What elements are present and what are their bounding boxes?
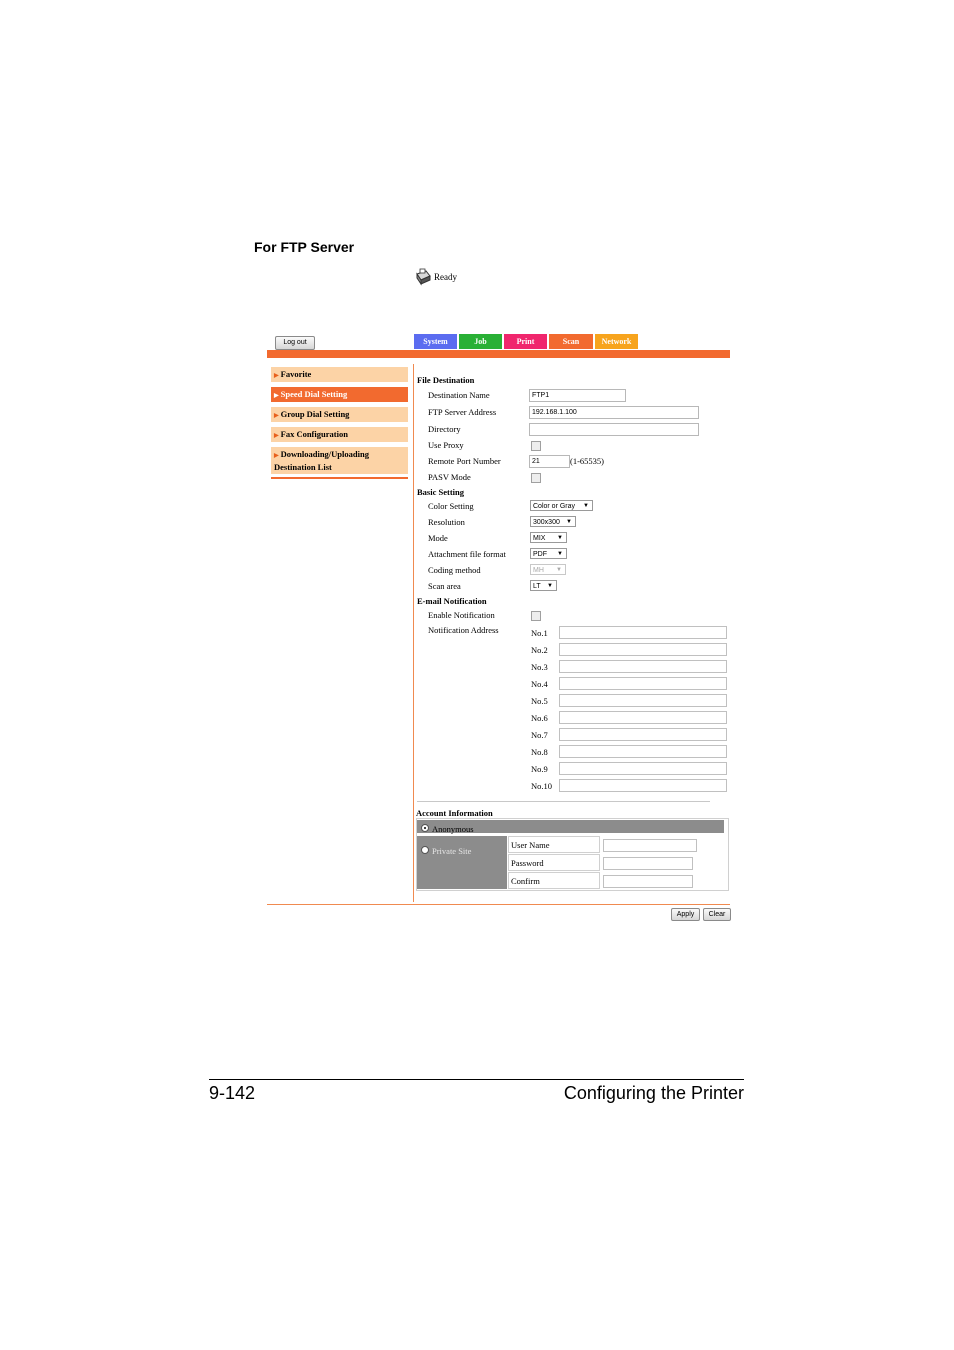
- notification-no-label: No.5: [531, 696, 548, 706]
- logout-button[interactable]: Log out: [275, 336, 315, 350]
- section-divider: [417, 801, 710, 802]
- notification-address-input-3[interactable]: [559, 660, 727, 673]
- scan-area-label: Scan area: [428, 581, 461, 591]
- enable-notification-label: Enable Notification: [428, 610, 495, 620]
- notification-no-label: No.1: [531, 628, 548, 638]
- user-name-input[interactable]: [603, 839, 697, 852]
- notification-address-input-10[interactable]: [559, 779, 727, 792]
- arrow-right-icon: ▶: [274, 413, 279, 419]
- sidebar-bottom-rule: [271, 477, 408, 479]
- notification-no-label: No.3: [531, 662, 548, 672]
- coding-method-select[interactable]: [530, 564, 566, 575]
- ftp-server-address-input[interactable]: 192.168.1.100: [529, 406, 699, 419]
- ftp-server-address-label: FTP Server Address: [428, 407, 497, 417]
- chevron-down-icon: ▼: [557, 551, 563, 557]
- notification-no-label: No.10: [531, 781, 553, 791]
- mode-select[interactable]: [530, 532, 567, 543]
- use-proxy-label: Use Proxy: [428, 440, 464, 450]
- pasv-mode-label: PASV Mode: [428, 472, 471, 482]
- port-range-hint: (1-65535): [570, 456, 604, 466]
- attachment-format-select[interactable]: [530, 548, 567, 559]
- sidebar-item-fax-configuration[interactable]: [271, 427, 408, 442]
- email-notification-heading: E-mail Notification: [417, 596, 487, 606]
- notification-address-input-8[interactable]: [559, 745, 727, 758]
- chevron-down-icon: ▼: [557, 535, 563, 541]
- sidebar-item-label: Fax Configuration: [280, 429, 348, 439]
- chapter-title: Configuring the Printer: [563, 1083, 744, 1103]
- color-setting-select[interactable]: [530, 500, 593, 511]
- scan-area-select[interactable]: [530, 580, 557, 591]
- resolution-label: Resolution: [428, 517, 465, 527]
- printer-status: [414, 268, 457, 286]
- attachment-format-value: PDF: [533, 551, 547, 558]
- sidebar-item-downloading-uploading[interactable]: [271, 447, 408, 474]
- color-setting-label: Color Setting: [428, 501, 474, 511]
- notification-address-label: Notification Address: [428, 625, 499, 635]
- resolution-select[interactable]: [530, 516, 576, 527]
- pasv-mode-checkbox[interactable]: [531, 473, 541, 483]
- notification-address-input-2[interactable]: [559, 643, 727, 656]
- remote-port-input[interactable]: 21: [529, 455, 570, 468]
- use-proxy-checkbox[interactable]: [531, 441, 541, 451]
- sidebar-item-group-dial[interactable]: [271, 407, 408, 422]
- sidebar-item-label: Downloading/Uploading: [280, 449, 369, 459]
- printer-icon: [414, 268, 432, 286]
- tab-print[interactable]: Print: [504, 334, 547, 349]
- chevron-down-icon: ▼: [583, 503, 589, 509]
- header-bar: [267, 350, 730, 358]
- directory-input[interactable]: [529, 423, 699, 436]
- notification-address-input-1[interactable]: [559, 626, 727, 639]
- status-text: Ready: [434, 272, 457, 282]
- file-destination-heading: File Destination: [417, 375, 475, 385]
- sidebar-item-label: Speed Dial Setting: [280, 389, 348, 399]
- account-information-heading: Account Information: [416, 808, 493, 818]
- notification-no-label: No.2: [531, 645, 548, 655]
- tab-job[interactable]: Job: [459, 334, 502, 349]
- mode-value: MIX: [533, 535, 546, 542]
- sidebar-item-speed-dial[interactable]: [271, 387, 408, 402]
- coding-method-value: MH: [533, 567, 544, 574]
- chevron-down-icon: ▼: [556, 567, 562, 573]
- basic-setting-heading: Basic Setting: [417, 487, 464, 497]
- destination-name-label: Destination Name: [428, 390, 490, 400]
- notification-no-label: No.8: [531, 747, 548, 757]
- remote-port-label: Remote Port Number: [428, 456, 501, 466]
- arrow-right-icon: ▶: [274, 393, 279, 399]
- page-number: 9-142: [209, 1083, 256, 1103]
- destination-name-input[interactable]: FTP1: [529, 389, 626, 402]
- private-site-cell[interactable]: [417, 836, 507, 889]
- notification-address-input-7[interactable]: [559, 728, 727, 741]
- password-input[interactable]: [603, 857, 693, 870]
- apply-button[interactable]: Apply: [671, 908, 700, 921]
- notification-no-label: No.6: [531, 713, 548, 723]
- chevron-down-icon: ▼: [566, 519, 572, 525]
- color-setting-value: Color or Gray: [533, 503, 576, 510]
- resolution-value: 300x300: [533, 519, 560, 526]
- password-label: Password: [508, 854, 600, 871]
- anonymous-label: Anonymous: [432, 824, 474, 834]
- sidebar-item-favorite[interactable]: [271, 367, 408, 382]
- notification-address-input-4[interactable]: [559, 677, 727, 690]
- enable-notification-checkbox[interactable]: [531, 611, 541, 621]
- form-bottom-rule: [267, 904, 730, 905]
- sidebar-item-label: Favorite: [280, 369, 312, 379]
- notification-address-input-9[interactable]: [559, 762, 727, 775]
- chevron-down-icon: ▼: [547, 583, 553, 589]
- notification-no-label: No.4: [531, 679, 548, 689]
- mode-label: Mode: [428, 533, 448, 543]
- notification-address-input-5[interactable]: [559, 694, 727, 707]
- private-site-radio[interactable]: [421, 846, 429, 854]
- anonymous-row[interactable]: [417, 820, 724, 833]
- tab-network[interactable]: Network: [595, 334, 638, 349]
- arrow-right-icon: ▶: [274, 433, 279, 439]
- section-heading: For FTP Server: [254, 239, 355, 255]
- anonymous-radio[interactable]: [421, 824, 429, 832]
- notification-no-label: No.7: [531, 730, 548, 740]
- footer-rule: [209, 1079, 744, 1080]
- attachment-format-label: Attachment file format: [428, 549, 506, 559]
- private-site-label: Private Site: [432, 846, 472, 856]
- directory-label: Directory: [428, 424, 461, 434]
- sidebar-item-label: Group Dial Setting: [280, 409, 350, 419]
- tab-system[interactable]: System: [414, 334, 457, 349]
- user-name-label: User Name: [508, 836, 600, 853]
- scan-area-value: LT: [533, 583, 541, 590]
- notification-no-label: No.9: [531, 764, 548, 774]
- confirm-input[interactable]: [603, 875, 693, 888]
- clear-button[interactable]: Clear: [703, 908, 731, 921]
- notification-address-input-6[interactable]: [559, 711, 727, 724]
- coding-method-label: Coding method: [428, 565, 481, 575]
- arrow-right-icon: ▶: [274, 373, 279, 379]
- sidebar-item-label-line2: Destination List: [274, 462, 332, 472]
- confirm-label: Confirm: [508, 872, 600, 889]
- tab-scan[interactable]: Scan: [549, 334, 593, 349]
- content-divider: [413, 364, 414, 902]
- arrow-right-icon: ▶: [274, 453, 279, 459]
